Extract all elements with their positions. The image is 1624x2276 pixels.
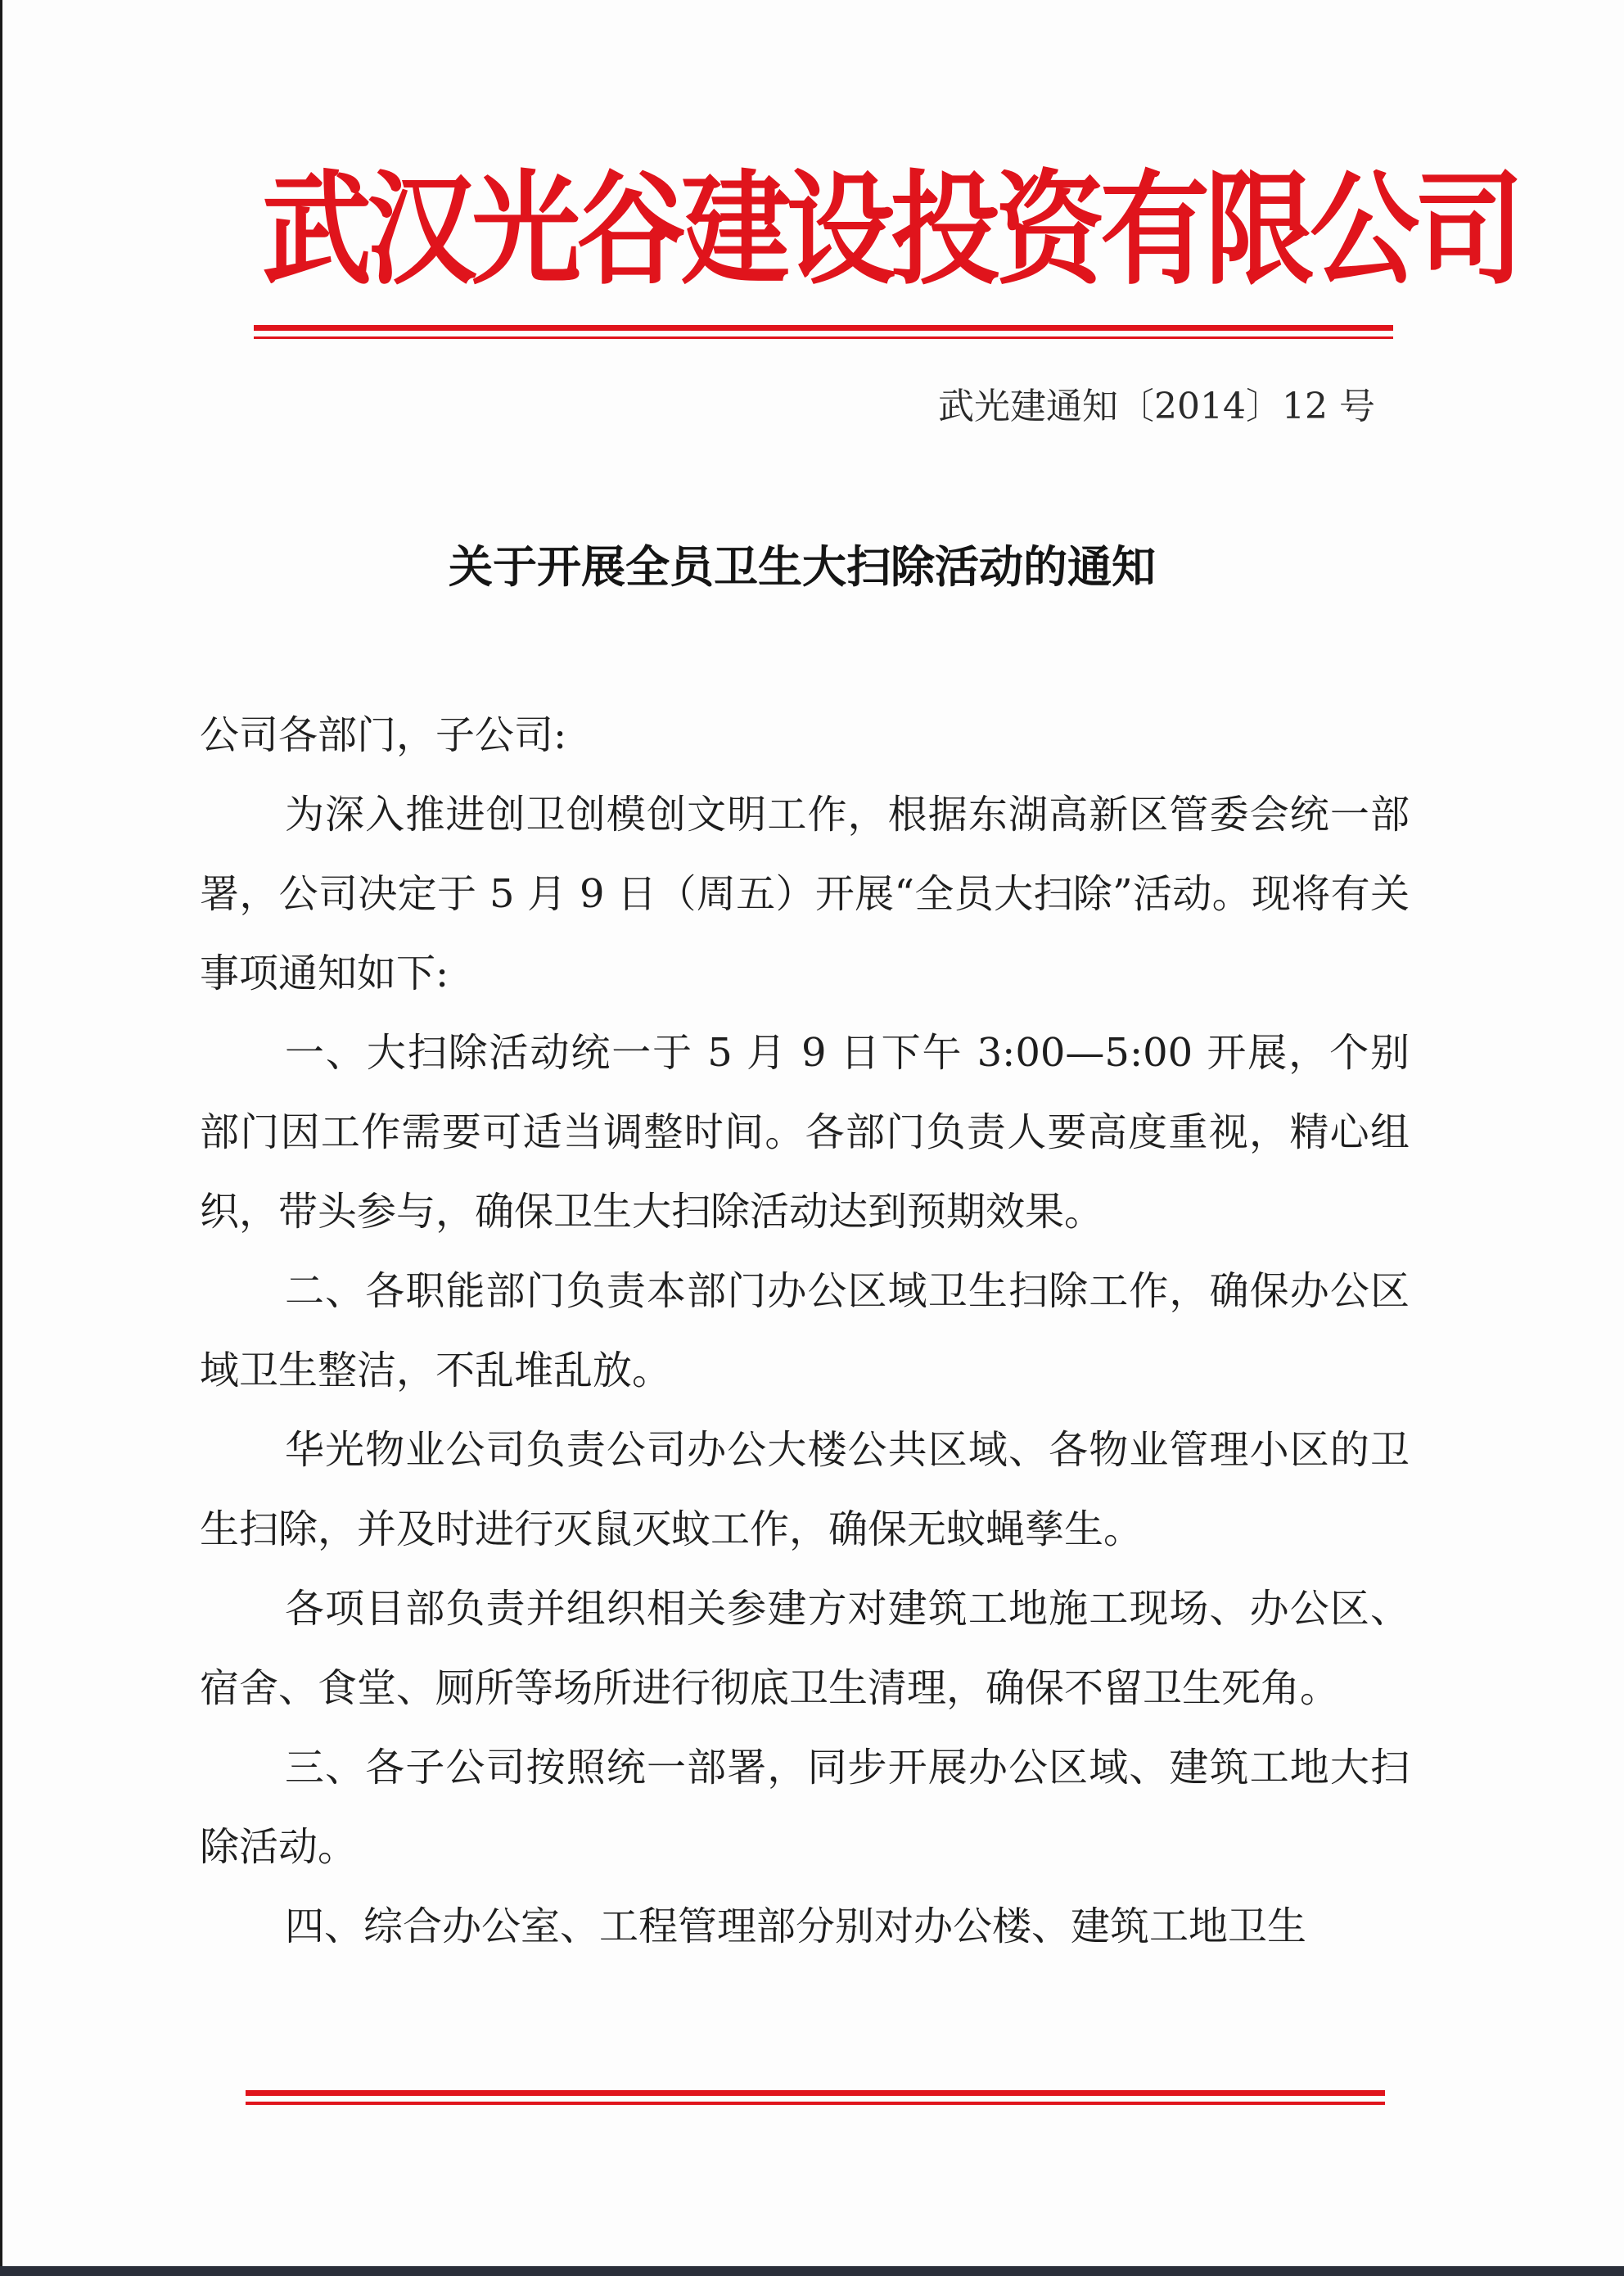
footer-rule-bottom: [246, 2102, 1385, 2105]
paragraph: 一、大扫除活动统一于 5 月 9 日下午 3:00—5:00 开展，个别部门因工作需要可适当调整时间。各部门负责人要高度重视，精心组织，带头参与，确保卫生大扫除活动达到预期效果。: [200, 1030, 1410, 1235]
footer-rule-top: [246, 2090, 1385, 2096]
scan-left-edge: [0, 0, 2, 2276]
paragraph: 为深入推进创卫创模创文明工作，根据东湖高新区管委会统一部署，公司决定于 5 月 9 日（周五）开展“全员大扫除”活动。现将有关事项通知如下:: [200, 792, 1410, 996]
paragraph: 四、综合办公室、工程管理部分别对办公楼、建筑工地卫生: [285, 1903, 1307, 1949]
paragraph: 各项目部负责并组织相关参建方对建筑工地施工现场、办公区、宿舍、食堂、厕所等场所进行彻底卫生清理，确保不留卫生死角。: [200, 1586, 1410, 1711]
document-body: [200, 696, 1410, 1967]
document-number: 武光建通知〔2014〕12 号: [938, 386, 1375, 427]
paragraph: 华光物业公司负责公司办公大楼公共区域、各物业管理小区的卫生扫除，并及时进行灭鼠灭蚊工作，确保无蚊蝇孳生。: [200, 1427, 1410, 1552]
document-title: 关于开展全员卫生大扫除活动的通知: [449, 540, 1156, 593]
scan-bottom-edge: [0, 2266, 1624, 2276]
letterhead-organization-name: 武汉光谷建设投资有限公司: [262, 156, 1520, 302]
paragraph: 三、各子公司按照统一部署，同步开展办公区域、建筑工地大扫除活动。: [200, 1745, 1410, 1870]
paragraph: 二、各职能部门负责本部门办公区域卫生扫除工作，确保办公区域卫生整洁，不乱堆乱放。: [200, 1268, 1410, 1393]
letterhead-rule-bottom: [254, 336, 1393, 339]
letterhead-rule-top: [254, 325, 1393, 331]
salutation: 公司各部门，子公司:: [200, 712, 567, 758]
